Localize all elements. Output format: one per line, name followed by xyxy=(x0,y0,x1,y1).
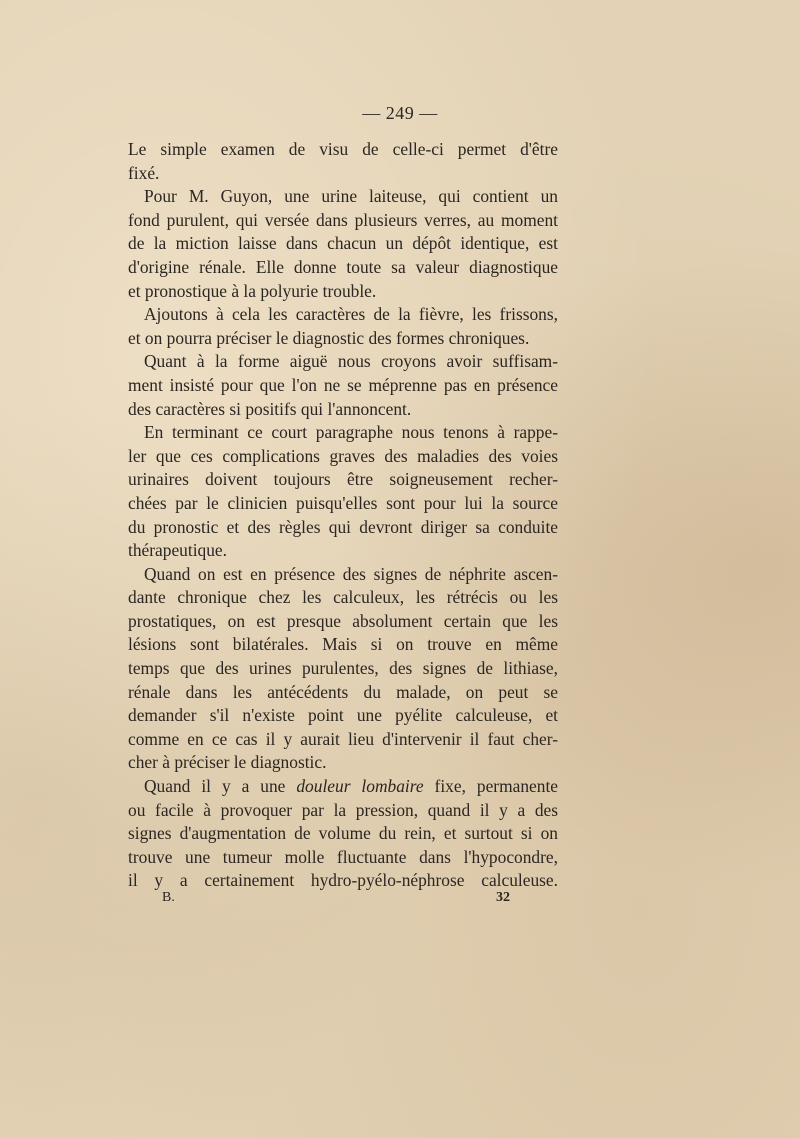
text-line: Quand on est en présence des signes de néphrite ascen- xyxy=(144,563,558,584)
text-line: Ajoutons à cela les caractères de la fièvre, les frissons, xyxy=(144,304,558,325)
text-line: rénale dans les antécédents du malade, on peut se xyxy=(128,681,558,702)
text-line: demander s'il n'existe point une pyélite calculeuse, et xyxy=(128,705,558,726)
text-line: prostatiques, on est presque absolument certain que les xyxy=(128,610,558,631)
text-line: comme en ce cas il y aurait lieu d'intervenir il faut cher- xyxy=(128,728,558,749)
text-line: fixé. xyxy=(128,162,160,183)
text-segment: fixe, permanente xyxy=(423,776,558,797)
emphasis-text: douleur lombaire xyxy=(296,776,424,797)
text-line: et pronostique à la polyurie trouble. xyxy=(128,280,377,301)
text-line: ou facile à provoquer par la pression, quand il y a des xyxy=(128,799,558,820)
text-line: fond purulent, qui versée dans plusieurs verres, au moment xyxy=(128,209,558,230)
text-line: thérapeutique. xyxy=(128,540,227,561)
text-line: chées par le clinicien puisqu'elles sont pour lui la source xyxy=(128,492,558,513)
text-line: lésions sont bilatérales. Mais si on trouve en même xyxy=(128,634,558,655)
text-line: Quant à la forme aiguë nous croyons avoir suffisam- xyxy=(144,351,558,372)
text-segment: Quand il y a une xyxy=(144,776,297,797)
text-line: trouve une tumeur molle fluctuante dans l'hypocondre, xyxy=(128,846,558,867)
text-line: Le simple examen de visu de celle-ci permet d'être xyxy=(128,139,558,159)
text-line: temps que des urines purulentes, des signes de lithiase, xyxy=(128,658,558,679)
text-line: Pour M. Guyon, une urine laiteuse, qui contient un xyxy=(144,186,558,207)
text-line: de la miction laisse dans chacun un dépôt identique, est xyxy=(128,233,558,254)
text-line: dante chronique chez les calculeux, les rétrécis ou les xyxy=(128,587,558,608)
text-line: ler que ces complications graves des maladies des voies xyxy=(128,445,558,466)
text-line: cher à préciser le diagnostic. xyxy=(128,752,327,773)
text-line: du pronostic et des règles qui devront diriger sa conduite xyxy=(128,516,558,537)
signature-mark: B. xyxy=(162,890,175,905)
sheet-number: 32 xyxy=(496,890,510,905)
text-line: En terminant ce court paragraphe nous tenons à rappe- xyxy=(144,422,558,443)
body-text xyxy=(128,138,558,893)
page-number: — 249 — xyxy=(362,103,438,123)
text-line: d'origine rénale. Elle donne toute sa valeur diagnostique xyxy=(128,256,558,277)
text-line xyxy=(128,775,558,799)
text-line: des caractères si positifs qui l'annoncent. xyxy=(128,398,412,419)
text-line: ment insisté pour que l'on ne se méprenne pas en présence xyxy=(128,374,558,395)
text-line: urinaires doivent toujours être soigneusement recher- xyxy=(128,469,558,490)
text-line: il y a certainement hydro-pyélo-néphrose calculeuse. xyxy=(128,870,558,891)
text-line: et on pourra préciser le diagnostic des formes chroniques. xyxy=(128,327,530,348)
text-line: signes d'augmentation de volume du rein, et surtout si on xyxy=(128,823,558,844)
